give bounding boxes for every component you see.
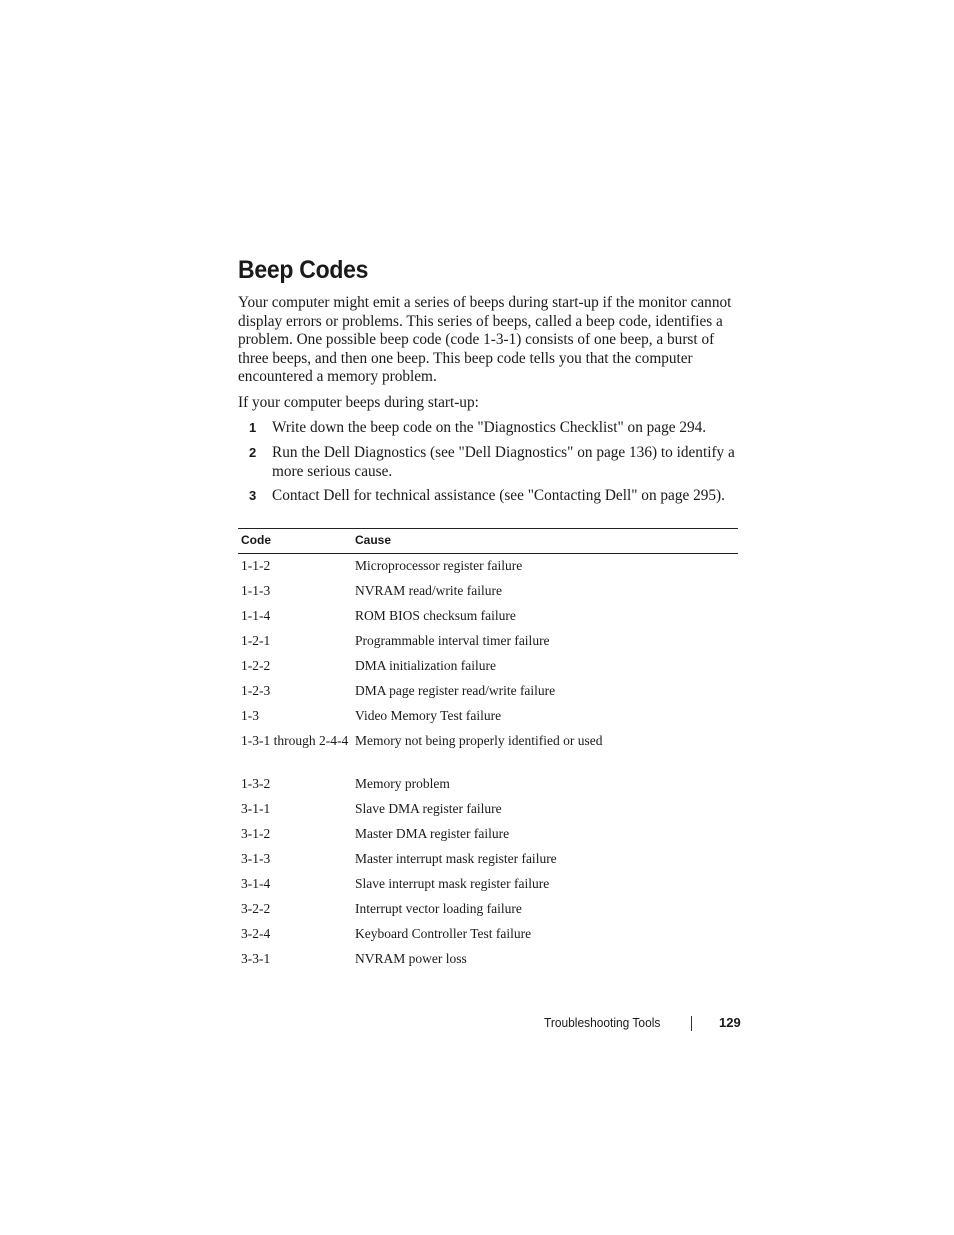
lead-paragraph: If your computer beeps during start-up: — [238, 394, 479, 411]
cause-cell: Master interrupt mask register failure — [355, 851, 557, 866]
table-row — [238, 579, 738, 604]
beep-code-table — [238, 528, 738, 972]
cause-cell: DMA page register read/write failure — [355, 683, 556, 698]
cause-cell: Slave DMA register failure — [355, 801, 502, 816]
step-item — [238, 487, 738, 506]
cause-cell: Interrupt vector loading failure — [355, 901, 522, 916]
cause-cell: ROM BIOS checksum failure — [355, 608, 516, 623]
table-row — [238, 922, 738, 947]
step-number: 2 — [249, 445, 257, 460]
cause-cell: Microprocessor register failure — [355, 558, 523, 573]
cause-cell: Programmable interval timer failure — [355, 633, 550, 648]
table-row — [238, 629, 738, 654]
code-cell: 1-2-3 — [241, 683, 271, 698]
column-header-code: Code — [241, 533, 271, 547]
table-row — [238, 604, 738, 629]
cause-cell: Keyboard Controller Test failure — [355, 926, 532, 941]
code-cell: 1-2-1 — [241, 633, 271, 648]
code-cell: 3-2-4 — [241, 926, 271, 941]
code-cell: 1-3 — [241, 708, 259, 723]
step-text: Run the Dell Diagnostics (see "Dell Diagnostics" on page 136) to identify a more serious cause. — [272, 444, 735, 480]
intro-paragraph: Your computer might emit a series of beeps during start-up if the monitor cannot display errors or problems. This series of beeps, called a beep code, identifies a problem. One possible beep code (code 1-3-1) consists of one beep, a burst of three beeps, and then one beep. This beep code tells you that the computer encountered a memory problem. — [238, 294, 732, 386]
table-row — [238, 772, 738, 797]
table-header — [238, 528, 738, 554]
cause-cell: Memory not being properly identified or used — [355, 733, 603, 748]
step-item — [238, 419, 738, 438]
step-number: 3 — [249, 488, 257, 503]
code-cell: 1-2-2 — [241, 658, 271, 673]
footer-section-title: Troubleshooting Tools — [544, 1015, 661, 1030]
step-text: Write down the beep code on the "Diagnostics Checklist" on page 294. — [272, 419, 707, 436]
code-cell: 1-3-2 — [241, 776, 271, 791]
cause-cell: Memory problem — [355, 776, 450, 791]
code-cell: 3-1-2 — [241, 826, 271, 841]
page-title: Beep Codes — [238, 256, 369, 284]
cause-cell: DMA initialization failure — [355, 658, 496, 673]
code-cell: 3-1-4 — [241, 876, 271, 891]
table-row — [238, 729, 738, 772]
table-row — [238, 704, 738, 729]
table-row — [238, 679, 738, 704]
code-cell: 1-1-3 — [241, 583, 271, 598]
code-cell: 3-1-1 — [241, 801, 271, 816]
table-row — [238, 797, 738, 822]
table-row — [238, 897, 738, 922]
code-cell: 3-2-2 — [241, 901, 271, 916]
column-header-cause: Cause — [355, 533, 392, 547]
footer-divider — [691, 1016, 692, 1031]
step-number: 1 — [249, 420, 257, 435]
code-cell: 1-1-4 — [241, 608, 271, 623]
table-row — [238, 554, 738, 579]
step-text: Contact Dell for technical assistance (see "Contacting Dell" on page 295). — [272, 487, 725, 504]
cause-cell: Slave interrupt mask register failure — [355, 876, 550, 891]
table-row — [238, 872, 738, 897]
cause-cell: NVRAM power loss — [355, 951, 467, 966]
cause-cell: NVRAM read/write failure — [355, 583, 502, 598]
step-item — [238, 444, 738, 481]
code-cell: 1-1-2 — [241, 558, 271, 573]
code-cell: 1-3-1 through 2-4-4 — [241, 733, 349, 748]
cause-cell: Video Memory Test failure — [355, 708, 502, 723]
table-row — [238, 847, 738, 872]
table-row — [238, 947, 738, 972]
code-cell: 3-3-1 — [241, 951, 271, 966]
page-number: 129 — [719, 1015, 741, 1030]
table-row — [238, 822, 738, 847]
cause-cell: Master DMA register failure — [355, 826, 510, 841]
code-cell: 3-1-3 — [241, 851, 271, 866]
table-row — [238, 654, 738, 679]
